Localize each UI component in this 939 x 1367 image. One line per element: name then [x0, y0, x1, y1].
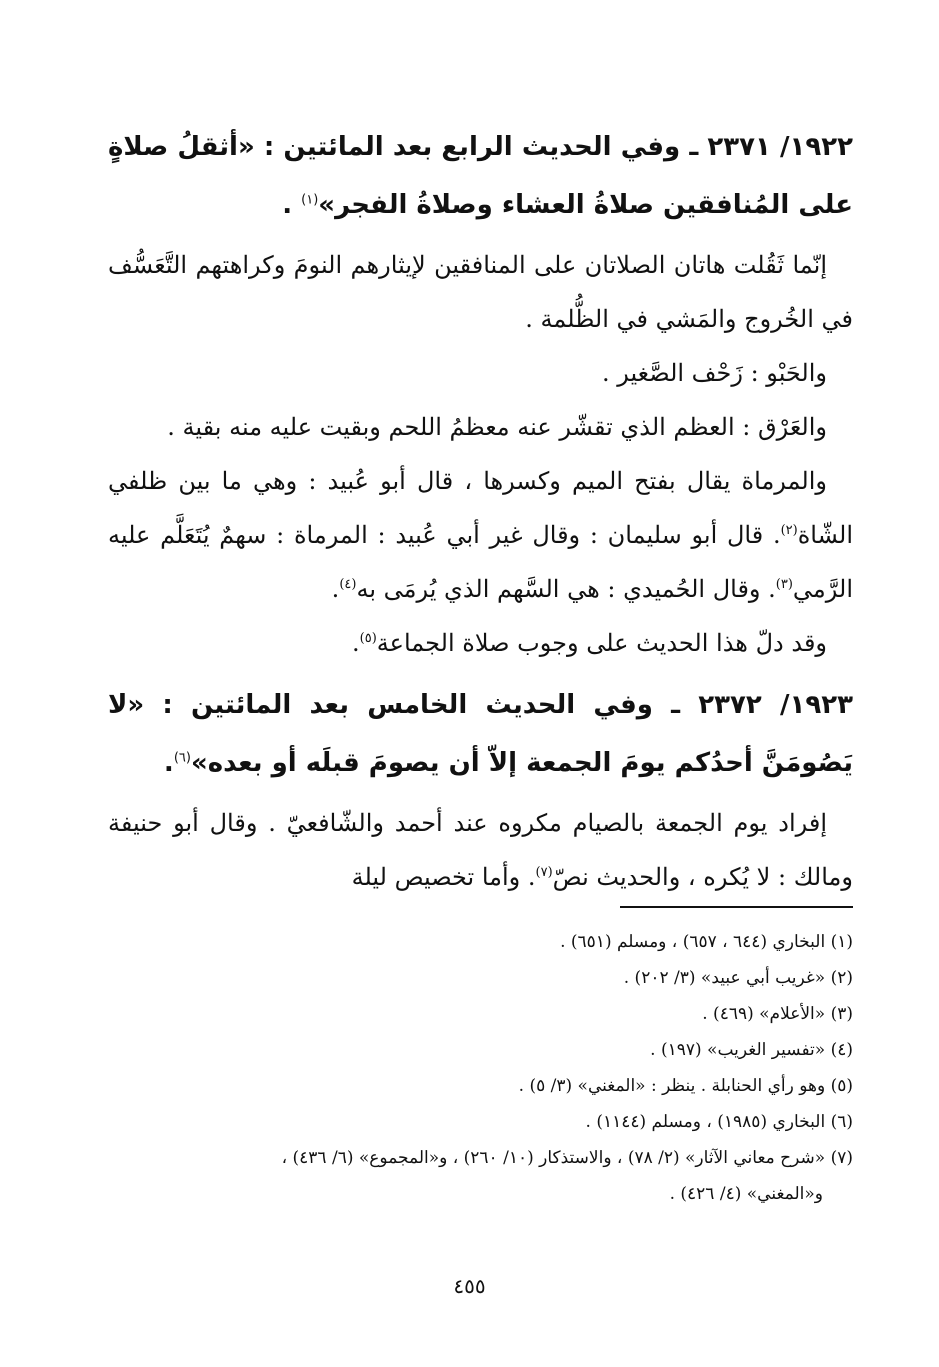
footnote-ref-5[interactable]: (٥) [359, 631, 377, 646]
paragraph-3: والعَرْق : العظم الذي تقشّر عنه معظمُ اللحم وبقيت عليه منه بقية . [167, 413, 827, 441]
hadith-1922-end: . [282, 190, 302, 220]
paragraph-5 [108, 616, 853, 670]
footnote-divider [620, 906, 853, 908]
paragraph-6-part-b: . وأما تخصيص ليلة [351, 863, 536, 891]
footnote-4: (٤) «تفسير الغريب» (١٩٧) . [650, 1040, 853, 1060]
footnote-2: (٢) «غريب أبي عبيد» (٣/ ٢٠٢) . [623, 968, 853, 988]
paragraph-5-text: وقد دلّ هذا الحديث على وجوب صلاة الجماعة [376, 629, 827, 657]
footnote-ref-3[interactable]: (٣) [775, 577, 793, 592]
paragraph-4-part-c: . وقال الحُميدي : هي السَّهم الذي يُرمَى به [356, 575, 776, 603]
footnotes [108, 924, 853, 1212]
paragraph-6 [108, 796, 853, 904]
hadith-1923-text: ١٩٢٣/ ٢٣٧٢ ـ وفي الحديث الخامس بعد المائتين : «لا يَصُومَنَّ أحدُكم يومَ الجمعة إلاّ أن يصومَ قبلَه أو بعده» [108, 690, 853, 778]
footnote-5: (٥) وهو رأي الحنابلة . ينظر : «المغني» (٣/ ٥) . [518, 1076, 853, 1096]
footnote-ref-2[interactable]: (٢) [780, 523, 798, 538]
hadith-1923-end: . [163, 748, 174, 778]
footnote-ref-4[interactable]: (٤) [339, 577, 357, 592]
hadith-1923 [108, 676, 853, 792]
paragraph-2: والحَبْو : زَحْف الصَّغير . [601, 359, 827, 387]
footnote-ref-6[interactable]: (٦) [173, 750, 191, 766]
paragraph-4-part-b: . قال أبو سليمان : وقال غير أبي عُبيد : المرماة : سهمٌ يُتَعَلَّم عليه الرَّمي [108, 521, 853, 603]
main-text [108, 118, 853, 904]
footnote-ref-7[interactable]: (٧) [535, 865, 553, 880]
paragraph-1: إنّما ثَقُلت هاتان الصلاتان على المنافقين لإيثارهم النومَ وكراهتهم التَّعَسُّف في الخُروج والمَشي في الظُّلمة . [108, 251, 853, 333]
paragraph-6-part-a: إفراد يوم الجمعة بالصيام مكروه عند أحمد والشّافعيّ . وقال أبو حنيفة ومالك : لا يُكره ، والحديث نصّ [108, 809, 853, 891]
footnote-1: (١) البخاري (٦٤٤ ، ٦٥٧) ، ومسلم (٦٥١) . [560, 932, 853, 952]
paragraph-4-end: . [331, 575, 340, 603]
paragraph-4 [108, 454, 853, 616]
hadith-1922 [108, 118, 853, 234]
footnote-ref-1[interactable]: (١) [301, 192, 319, 208]
page-number: ٤٥٥ [453, 1274, 486, 1298]
paragraph-5-end: . [351, 629, 360, 657]
paragraph-4-part-a: والمرماة يقال بفتح الميم وكسرها ، قال أبو عُبيد : وهي ما بين ظلفي الشّاة [108, 467, 853, 549]
footnote-7: (٧) «شرح معاني الآثار» (٢/ ٧٨) ، والاستذكار (١٠/ ٢٦٠) ، و«المجموع» (٦/ ٤٣٦) ، [281, 1148, 853, 1168]
hadith-1922-text: ١٩٢٢/ ٢٣٧١ ـ وفي الحديث الرابع بعد المائتين : «أثقلُ صلاةٍ على المُنافقين صلاةُ العشاء وصلاةُ الفجر» [108, 132, 853, 220]
footnote-7-continuation: و«المغني» (٤/ ٤٢٦) . [669, 1184, 823, 1204]
footnote-3: (٣) «الأعلام» (٤٦٩) . [702, 1004, 853, 1024]
footnote-6: (٦) البخاري (١٩٨٥) ، ومسلم (١١٤٤) . [585, 1112, 853, 1132]
